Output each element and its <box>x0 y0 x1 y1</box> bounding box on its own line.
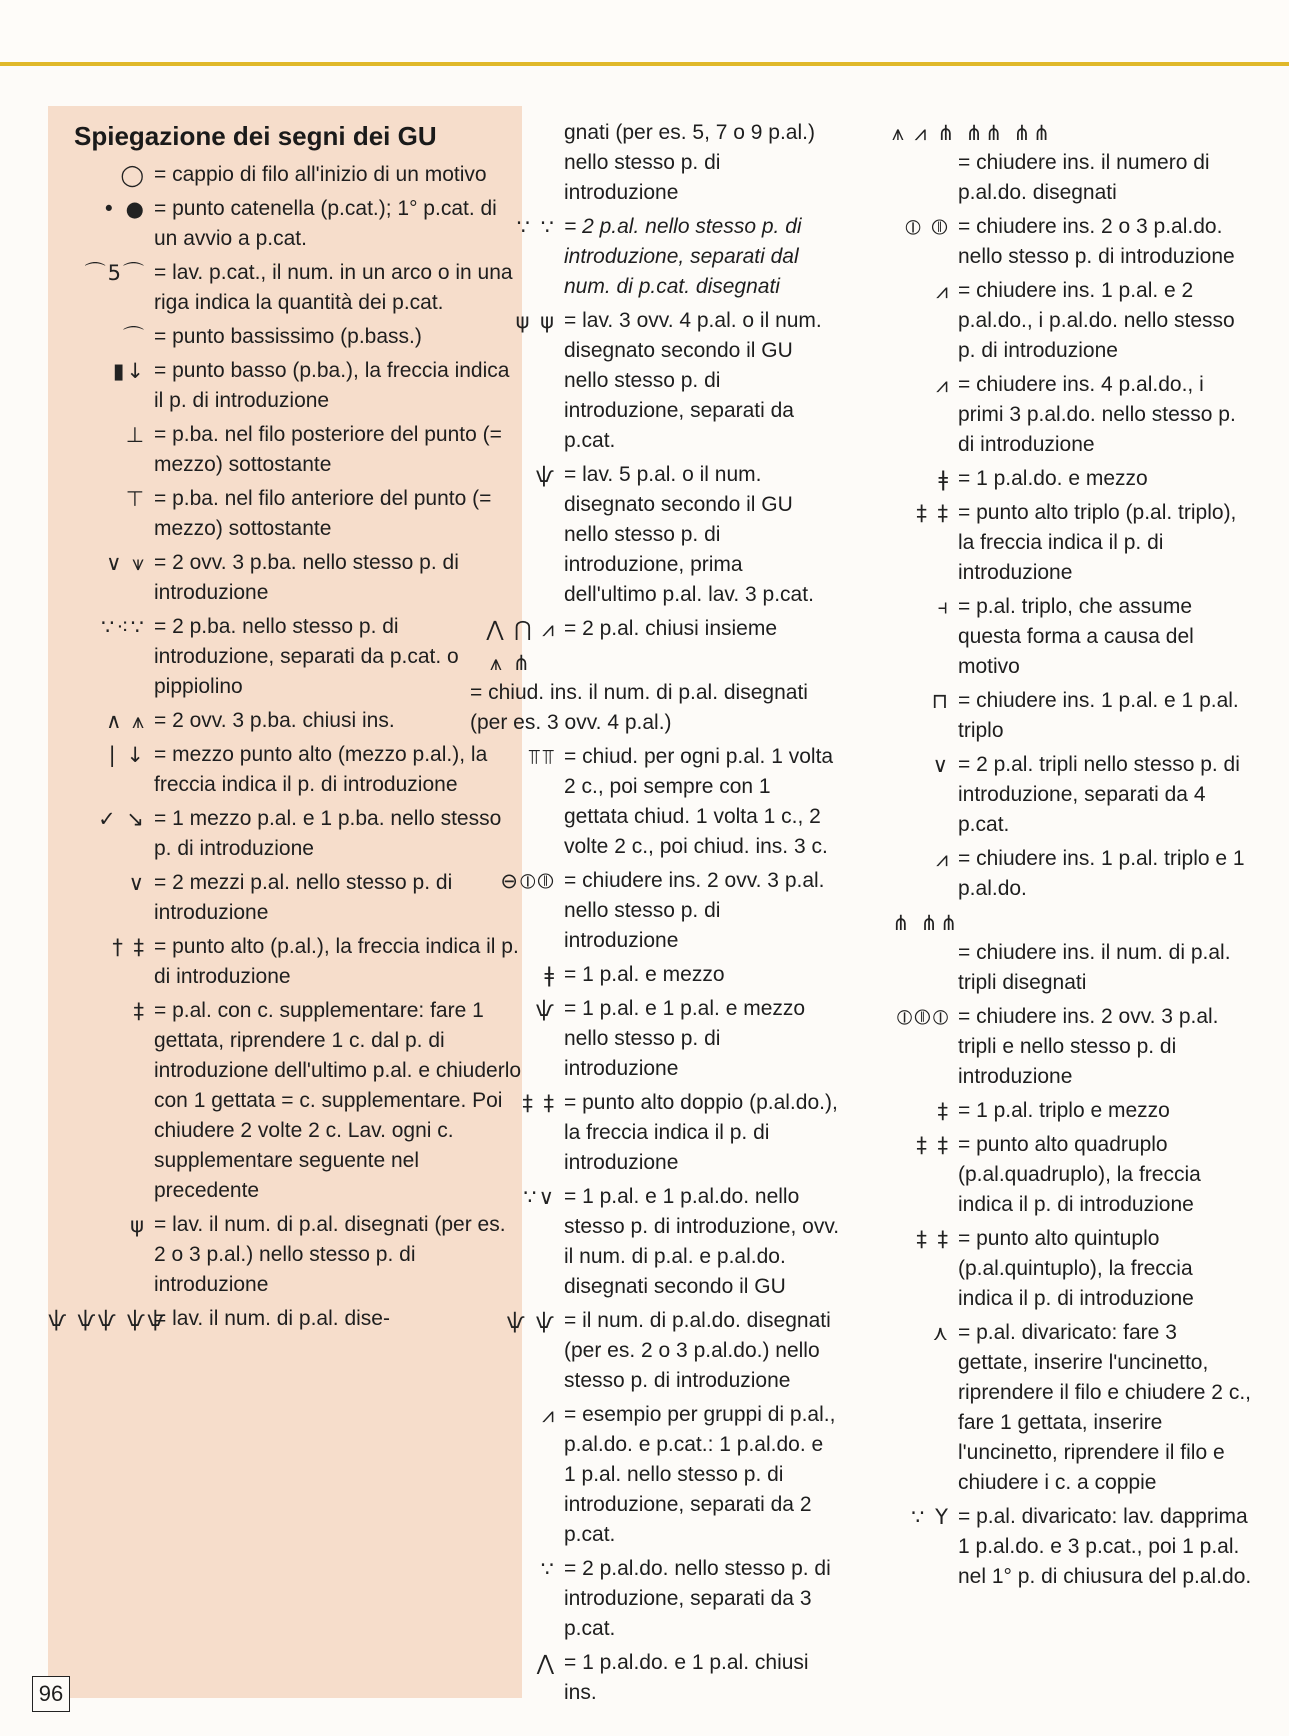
legend-entry <box>48 258 522 318</box>
legend-entry <box>48 1304 522 1334</box>
crochet-symbol-icon: ѱ <box>535 997 556 1021</box>
entries-col1 <box>48 160 522 1334</box>
legend-entry <box>470 994 840 1084</box>
legend-text: = 2 mezzi p.al. nello stesso p. di introduzione <box>154 871 453 924</box>
legend-entry <box>872 1502 1252 1592</box>
crochet-symbol-icon: ⦶⦷⦶ <box>896 1005 950 1029</box>
legend-entry <box>872 908 1252 998</box>
legend-text: = p.al. divaricato: fare 3 gettate, inserire l'uncinetto, riprendere il filo e chiudere 2 c., fare 1 gettata, inserire l'uncinetto, riprendere il filo e chiudere i c. a coppie <box>958 1321 1251 1494</box>
crochet-symbol-icon: ѱ <box>535 463 556 487</box>
legend-entry <box>872 464 1252 494</box>
legend-text: = 2 p.al. nello stesso p. di introduzione, separati dal num. di p.cat. disegnati <box>564 215 802 298</box>
legend-entry <box>48 804 522 864</box>
legend-text: = 1 p.al.do. e 1 p.al. chiusi ins. <box>564 1651 809 1704</box>
legend-entry <box>470 1648 840 1708</box>
crochet-symbol-icon: ⫪⫪ <box>528 745 556 769</box>
legend-text: = punto alto quintuplo (p.al.quintuplo), la freccia indica il p. di introduzione <box>958 1227 1194 1310</box>
legend-entry <box>872 276 1252 366</box>
legend-text: = 2 p.al. chiusi insieme <box>564 617 778 640</box>
legend-text: = p.al. divaricato: lav. dapprima 1 p.al.do. e 3 p.cat., poi 1 p.al. nel 1° p. di chiusura del p.al.do. <box>958 1505 1252 1588</box>
legend-entry <box>48 612 522 702</box>
crochet-symbol-icon: ✓ ↘ <box>98 807 146 831</box>
legend-entry <box>872 118 1252 208</box>
legend-entry <box>470 118 840 208</box>
crochet-symbol-icon: | ↓ <box>108 743 146 767</box>
crochet-symbol-icon: ⩘ <box>936 373 950 397</box>
legend-entry <box>48 548 522 608</box>
crochet-symbol-icon: ⌒5⌒ <box>84 261 146 285</box>
legend-text: = 2 p.ba. nello stesso p. di introduzione, separati da p.cat. o pippiolino <box>154 615 459 698</box>
crochet-symbol-icon: • ● <box>102 197 146 221</box>
legend-text: = chiudere ins. 2 ovv. 3 p.al. nello stesso p. di introduzione <box>564 869 825 952</box>
legend-text: = 1 mezzo p.al. e 1 p.ba. nello stesso p. di introduzione <box>154 807 502 860</box>
legend-entry <box>470 866 840 956</box>
legend-text: = punto basso (p.ba.), la freccia indica il p. di introduzione <box>154 359 510 412</box>
page-title: Spiegazione dei segni dei GU <box>74 121 437 151</box>
legend-entry <box>872 370 1252 460</box>
crochet-symbol-icon: ⫞ <box>937 595 950 619</box>
legend-text: = 2 ovv. 3 p.ba. nello stesso p. di introduzione <box>154 551 459 604</box>
crochet-symbol-icon: ∵⁖∵ <box>100 615 146 639</box>
legend-entry <box>48 740 522 800</box>
legend-text: = p.ba. nel filo anteriore del punto (= mezzo) sottostante <box>154 487 492 540</box>
legend-entry <box>872 498 1252 588</box>
legend-text: = p.al. triplo, che assume questa forma a causa del motivo <box>958 595 1194 678</box>
crochet-symbol-icon: ⩘ <box>542 1403 556 1427</box>
crochet-symbol-icon: ǂ <box>938 467 950 491</box>
crochet-symbol-icon: † ‡ <box>112 935 146 959</box>
crochet-symbol-icon: ◯ <box>120 163 146 187</box>
legend-text: = esempio per gruppi di p.al., p.al.do. e p.cat.: 1 p.al.do. e 1 p.al. nello stesso p. di introduzione, separati da 2 p.cat. <box>564 1403 836 1546</box>
legend-entry <box>470 306 840 456</box>
legend-text: = punto alto triplo (p.al. triplo), la freccia indica il p. di introduzione <box>958 501 1237 584</box>
crochet-symbol-icon: ⋔ ⋔⋔ <box>892 911 960 935</box>
crochet-symbol-icon: ⦶ ⦷ <box>905 215 950 239</box>
legend-entry <box>470 1182 840 1302</box>
legend-entry <box>470 1400 840 1550</box>
crochet-symbol-icon: ⋀ <box>536 1651 556 1675</box>
legend-entry <box>470 742 840 862</box>
crochet-symbol-icon: ∧ ⩚ <box>106 709 146 733</box>
crochet-symbol-icon: ‡ <box>937 1099 950 1123</box>
legend-entry <box>872 592 1252 682</box>
legend-text: = p.ba. nel filo posteriore del punto (= mezzo) sottostante <box>154 423 502 476</box>
crochet-symbol-icon: ‡ ‡ <box>916 501 950 525</box>
crochet-symbol-icon: ∵ ∵ <box>516 215 556 239</box>
legend-entry <box>48 706 522 736</box>
legend-text: = lav. il num. di p.al. disegnati (per es. 2 o 3 p.al.) nello stesso p. di introduzione <box>154 1213 506 1296</box>
legend-text: = 2 p.al.do. nello stesso p. di introduzione, separati da 3 p.cat. <box>564 1557 831 1640</box>
top-rule <box>0 62 1289 66</box>
legend-entry <box>48 996 522 1206</box>
legend-entry <box>48 1210 522 1300</box>
crochet-symbol-icon: ⋀ ⋂ ⩘ <box>486 617 556 641</box>
entries-col2 <box>470 118 840 1708</box>
crochet-symbol-icon: ∨ <box>128 871 146 895</box>
crochet-symbol-icon: ∵∨ <box>523 1185 556 1209</box>
legend-text: = punto catenella (p.cat.); 1° p.cat. di un avvio a p.cat. <box>154 197 497 250</box>
legend-text: = chiudere ins. il numero di p.al.do. disegnati <box>958 151 1210 204</box>
crochet-symbol-icon: ψ ψ <box>515 309 556 333</box>
legend-text: = chiud. ins. il num. di p.al. disegnati (per es. 3 ovv. 4 p.al.) <box>470 681 808 734</box>
legend-text: = 1 p.al. e 1 p.al.do. nello stesso p. di introduzione, ovv. il num. di p.al. e p.al.do. disegnati secondo il GU <box>564 1185 840 1298</box>
legend-entry <box>470 212 840 302</box>
legend-text: = mezzo punto alto (mezzo p.al.), la freccia indica il p. di introduzione <box>154 743 488 796</box>
legend-text: = p.al. con c. supplementare: fare 1 gettata, riprendere 1 c. dal p. di introduzione dell'ultimo p.al. e chiuderlo con 1 gettata = c. supplementare. Poi chiudere 2 volte 2 c. Lav. ogni c. supplementare seguente nel precedente <box>154 999 522 1202</box>
legend-entry <box>872 212 1252 272</box>
legend-entry <box>872 1002 1252 1092</box>
crochet-symbol-icon: ‡ ‡ <box>916 1133 950 1157</box>
crochet-symbol-icon: ⩘ <box>936 847 950 871</box>
crochet-symbol-icon: ∨ <box>932 753 950 777</box>
crochet-symbol-icon: ∵ <box>540 1557 556 1581</box>
legend-text: = 1 p.al. e 1 p.al. e mezzo nello stesso p. di introduzione <box>564 997 806 1080</box>
legend-entry <box>872 844 1252 904</box>
legend-text: = chiudere ins. 1 p.al. e 2 p.al.do., i p.al.do. nello stesso p. di introduzione <box>958 279 1235 362</box>
legend-entry <box>470 460 840 610</box>
legend-entry <box>470 648 840 738</box>
crochet-symbol-icon: ⩚ ⩘ ⋔ ⋔⋔ ⋔⋔ <box>892 121 1053 145</box>
legend-text: = chiudere ins. 4 p.al.do., i primi 3 p.al.do. nello stesso p. di introduzione <box>958 373 1236 456</box>
legend-text: = chiudere ins. 2 ovv. 3 p.al. tripli e nello stesso p. di introduzione <box>958 1005 1219 1088</box>
legend-text: = lav. p.cat., il num. in un arco o in una riga indica la quantità dei p.cat. <box>154 261 513 314</box>
legend-entry <box>872 750 1252 840</box>
legend-entry <box>48 868 522 928</box>
legend-entry <box>48 160 522 190</box>
column-2 <box>470 118 840 1712</box>
legend-text: = chiudere ins. 1 p.al. triplo e 1 p.al.do. <box>958 847 1245 900</box>
crochet-symbol-icon: ⌒ <box>123 325 146 349</box>
crochet-symbol-icon: ‡ ‡ <box>522 1091 556 1115</box>
legend-text: = chiudere ins. 2 o 3 p.al.do. nello stesso p. di introduzione <box>958 215 1235 268</box>
crochet-symbol-icon: ‡ <box>133 999 146 1023</box>
legend-entry <box>872 1130 1252 1220</box>
crochet-symbol-icon: ψ <box>130 1213 146 1237</box>
legend-entry <box>872 1318 1252 1498</box>
legend-text: = chiud. per ogni p.al. 1 volta 2 c., poi sempre con 1 gettata chiud. 1 volta 1 c., 2 volte 2 c., poi chiud. ins. 3 c. <box>564 745 834 858</box>
legend-entry <box>470 614 840 644</box>
crochet-symbol-icon: ∵ Y <box>911 1505 950 1529</box>
legend-text: = chiudere ins. 1 p.al. e 1 p.al. triplo <box>958 689 1239 742</box>
crochet-symbol-icon: ‡ ‡ <box>916 1227 950 1251</box>
legend-text: = il num. di p.al.do. disegnati (per es. 2 o 3 p.al.do.) nello stesso p. di introduzione <box>564 1309 831 1392</box>
legend-entry <box>470 1554 840 1644</box>
legend-text: = 1 p.al.do. e mezzo <box>958 467 1148 490</box>
entries-col3 <box>872 118 1252 1592</box>
crochet-symbol-icon: ⊓ <box>931 689 950 713</box>
legend-text: = cappio di filo all'inizio di un motivo <box>154 163 487 186</box>
legend-text: gnati (per es. 5, 7 o 9 p.al.) nello stesso p. di introduzione <box>564 121 815 204</box>
crochet-symbol-icon: ⋏ <box>932 1321 950 1345</box>
legend-text: = 1 p.al. triplo e mezzo <box>958 1099 1170 1122</box>
crochet-symbol-icon: ѱ ѱ <box>506 1309 556 1333</box>
legend-text: = 2 p.al. tripli nello stesso p. di introduzione, separati da 4 p.cat. <box>958 753 1240 836</box>
legend-text: = chiudere ins. il num. di p.al. tripli disegnati <box>958 941 1231 994</box>
crochet-symbol-icon: ⩚ ⋔ <box>490 651 533 675</box>
column-3 <box>872 118 1252 1596</box>
legend-text: = punto alto doppio (p.al.do.), la freccia indica il p. di introduzione <box>564 1091 838 1174</box>
page-number: 96 <box>32 1676 70 1712</box>
legend-entry <box>48 484 522 544</box>
crochet-symbol-icon: ▮↓ <box>112 359 146 383</box>
top-band <box>0 0 1289 62</box>
legend-entry <box>48 194 522 254</box>
legend-text: = 1 p.al. e mezzo <box>564 963 725 986</box>
crochet-symbol-icon: ⊤ <box>125 487 146 511</box>
legend-entry <box>872 1096 1252 1126</box>
legend-text: = punto alto (p.al.), la freccia indica il p. di introduzione <box>154 935 519 988</box>
legend-text: = punto bassissimo (p.bass.) <box>154 325 422 348</box>
legend-text: = lav. il num. di p.al. dise- <box>154 1307 390 1330</box>
legend-text: = lav. 5 p.al. o il num. disegnato secondo il GU nello stesso p. di introduzione, prima dell'ultimo p.al. lav. 3 p.cat. <box>564 463 814 606</box>
crochet-symbol-icon: ѱ ѱѱ ѱѱ <box>48 1307 168 1331</box>
legend-entry <box>872 686 1252 746</box>
legend-entry <box>48 420 522 480</box>
legend-text: = lav. 3 ovv. 4 p.al. o il num. disegnato secondo il GU nello stesso p. di introduzione, separati da p.cat. <box>564 309 822 452</box>
crochet-symbol-icon: ⩘ <box>936 279 950 303</box>
legend-entry <box>470 960 840 990</box>
legend-entry <box>470 1088 840 1178</box>
crochet-symbol-icon: ⊖⦶⦷ <box>500 869 556 893</box>
legend-entry <box>48 932 522 992</box>
legend-entry <box>48 322 522 352</box>
legend-text: = punto alto quadruplo (p.al.quadruplo), la freccia indica il p. di introduzione <box>958 1133 1201 1216</box>
crochet-symbol-icon: ⊥ <box>125 423 146 447</box>
column-1 <box>48 118 522 1338</box>
crochet-symbol-icon: ∨ ⩛ <box>106 551 146 575</box>
legend-entry <box>470 1306 840 1396</box>
legend-entry <box>872 1224 1252 1314</box>
crochet-symbol-icon: ǂ <box>544 963 556 987</box>
legend-entry <box>48 356 522 416</box>
legend-text: = 2 ovv. 3 p.ba. chiusi ins. <box>154 709 395 732</box>
